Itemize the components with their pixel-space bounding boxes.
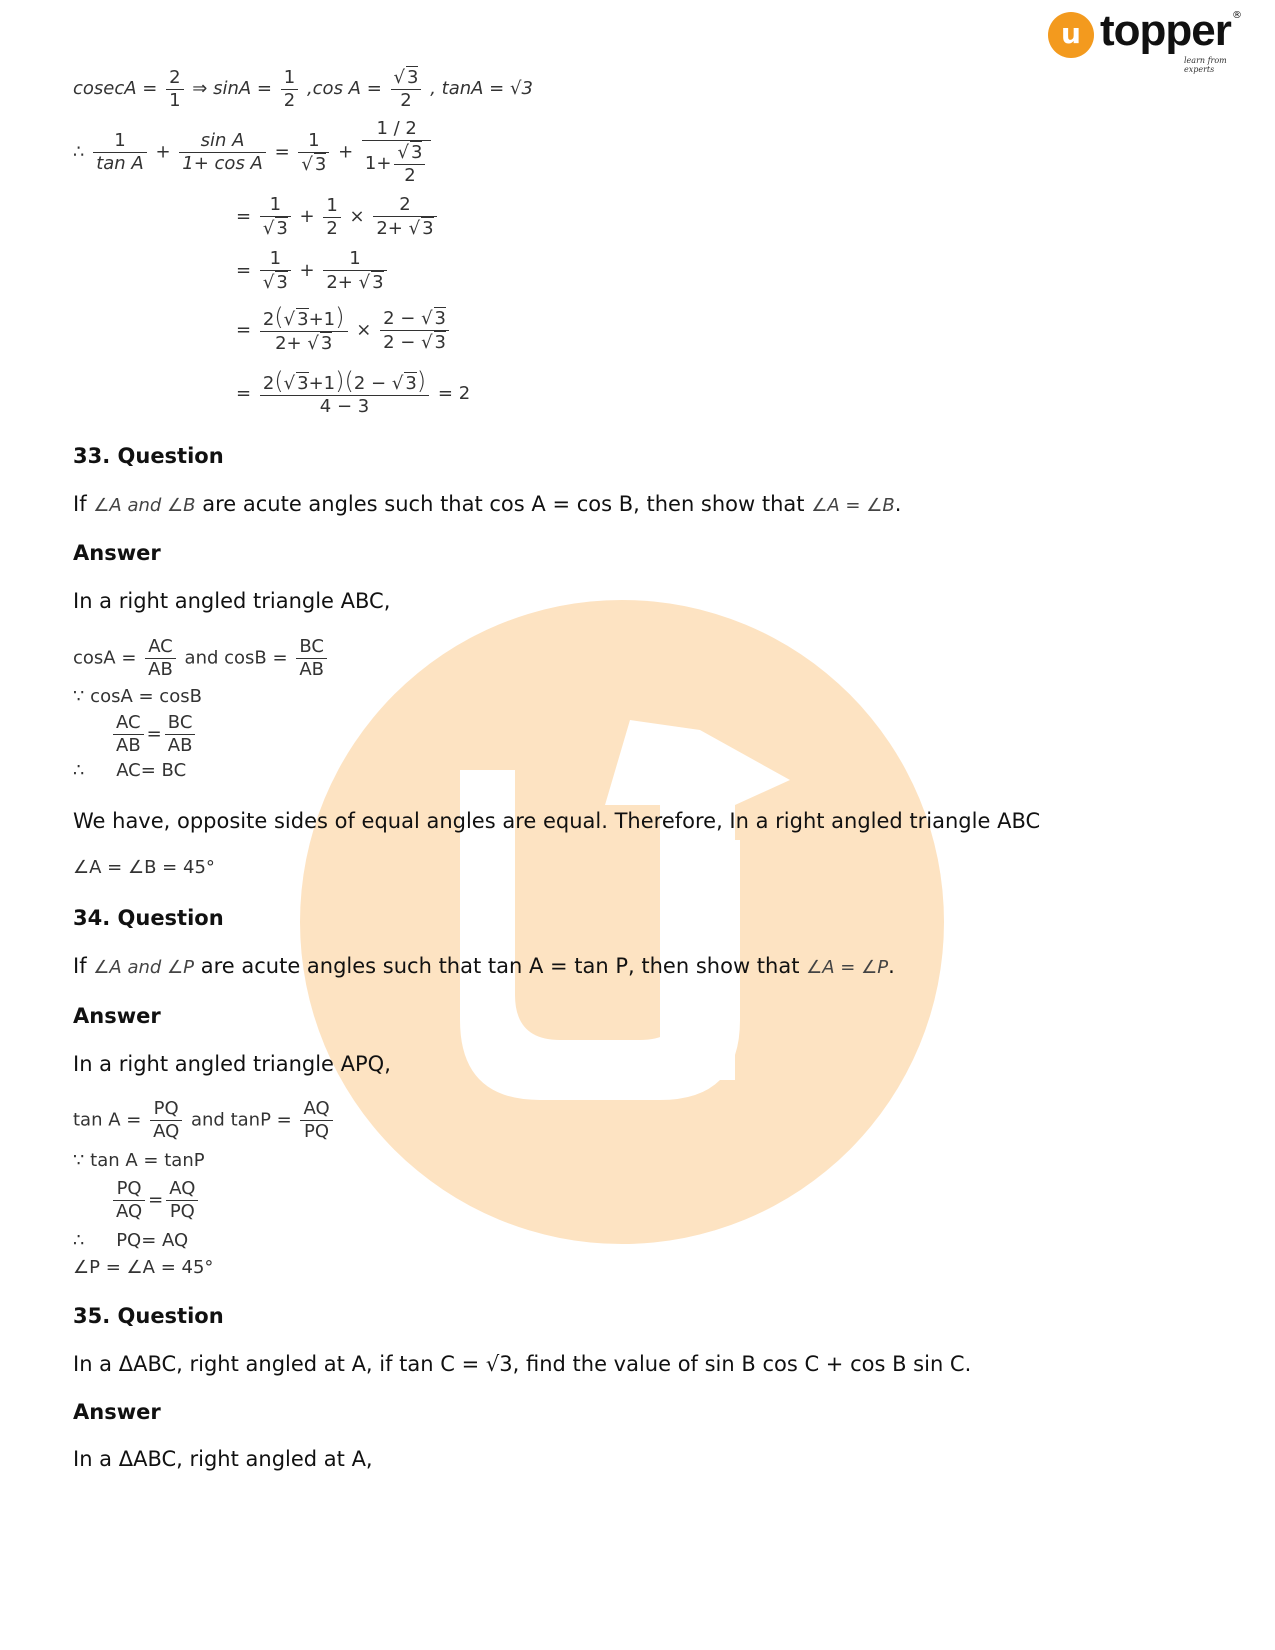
- therefore-symbol: ∴: [73, 141, 85, 163]
- math-den: 2 − √ 3: [383, 332, 446, 353]
- question-text: If: [73, 954, 87, 978]
- math-den: AB: [116, 735, 141, 756]
- fraction: [298, 130, 329, 176]
- math-root: 3: [276, 272, 288, 293]
- math-root: 3: [314, 153, 327, 175]
- math-text: +1: [308, 309, 336, 330]
- math-den: 1: [169, 89, 181, 111]
- topper-logo: [1048, 6, 1248, 74]
- math-line-6: [236, 367, 471, 418]
- math-num: sin A: [179, 130, 266, 153]
- fraction: [362, 118, 431, 187]
- math-den: √ 3: [262, 272, 288, 293]
- fraction: [296, 636, 327, 681]
- math-num: 2(√ 3+1)(2 − √ 3): [260, 370, 429, 396]
- fraction: [281, 67, 298, 112]
- fraction: [260, 303, 348, 355]
- math-root: 3: [422, 218, 434, 239]
- math-text: , tanA = √3: [430, 78, 533, 99]
- math-den: 2: [326, 217, 338, 239]
- answer-34-heading: Answer: [73, 1004, 161, 1028]
- fraction: [93, 130, 147, 175]
- math-root: 3: [434, 332, 446, 353]
- math-line-5: [236, 303, 452, 355]
- fraction: [150, 1098, 182, 1143]
- math-num: 1: [260, 194, 291, 217]
- question-34-heading: 34. Question: [73, 906, 224, 930]
- math-num: 1: [281, 67, 298, 90]
- math-text: PQ= AQ: [116, 1230, 189, 1251]
- math-num: 1: [260, 248, 291, 271]
- answer-35-heading: Answer: [73, 1400, 161, 1424]
- fraction: [391, 66, 422, 112]
- math-text: and tanP =: [190, 1109, 292, 1131]
- answer-33-intro: In a right angled triangle ABC,: [73, 589, 391, 613]
- q33-math-2: ∵ cosA = cosB: [73, 686, 202, 707]
- math-line-3: [236, 194, 440, 240]
- math-root: 3: [276, 218, 288, 239]
- math-num: 2: [373, 194, 436, 217]
- math-text: +1: [308, 373, 336, 394]
- math-op: ×: [349, 206, 365, 227]
- q34-math-1: [73, 1098, 336, 1143]
- math-op: =: [148, 1189, 164, 1211]
- math-text: ⇒ sinA =: [192, 78, 273, 99]
- logo-wordmark: topper: [1100, 6, 1231, 55]
- math-den: 2: [283, 89, 296, 111]
- question-text: .: [894, 492, 902, 516]
- question-math: ∠A and ∠B: [93, 495, 196, 516]
- question-text: are acute angles such that tan A = tan P, then show that: [200, 954, 800, 978]
- math-num: BC: [296, 636, 327, 659]
- math-root: 3: [410, 142, 423, 163]
- math-num: 1: [93, 130, 147, 153]
- math-op: =: [274, 141, 290, 163]
- math-den: √ 3: [301, 153, 327, 175]
- math-den: 2: [404, 165, 416, 186]
- fraction: [260, 248, 291, 294]
- math-op: ×: [356, 319, 372, 341]
- fraction: [179, 130, 266, 175]
- math-den: 1+ cos A: [182, 153, 263, 174]
- fraction: [323, 248, 386, 294]
- math-text: AC= BC: [116, 760, 187, 781]
- math-den: [362, 141, 431, 187]
- math-den: 2+ √ 3: [376, 218, 434, 239]
- math-num: AC: [145, 636, 176, 659]
- fraction: [373, 194, 436, 240]
- math-text: cosecA =: [73, 78, 158, 99]
- fraction: [165, 712, 196, 757]
- math-den: AB: [299, 659, 324, 680]
- math-text: 2 −: [353, 373, 392, 394]
- math-den: 2: [400, 90, 412, 111]
- math-op: +: [299, 260, 315, 281]
- math-op: =: [236, 206, 252, 227]
- math-text: 2+: [326, 272, 359, 293]
- math-num: PQ: [113, 1178, 145, 1201]
- fraction: [113, 1178, 145, 1223]
- fraction: [166, 67, 183, 112]
- math-den: AQ: [116, 1201, 143, 1222]
- math-den: AB: [167, 735, 193, 756]
- question-35-text: In a ΔABC, right angled at A, if tan C = √3, find the value of sin B cos C + cos B sin C.: [73, 1352, 972, 1376]
- q33-math-3: [110, 712, 198, 757]
- answer-33-result: ∠A = ∠B = 45°: [73, 857, 215, 878]
- math-num: PQ: [150, 1098, 182, 1121]
- question-math: ∠A = ∠B: [811, 495, 895, 516]
- logo-registered-mark: ®: [1232, 10, 1242, 21]
- math-num: AQ: [300, 1098, 332, 1121]
- math-op: =: [236, 319, 252, 341]
- math-num: BC: [165, 712, 196, 735]
- math-den: PQ: [304, 1121, 330, 1142]
- therefore-symbol: ∴: [73, 1230, 85, 1251]
- math-den: AQ: [153, 1121, 180, 1142]
- math-text: 2 −: [383, 332, 422, 353]
- math-result: = 2: [437, 383, 471, 404]
- logo-u-icon: u: [1048, 12, 1094, 58]
- fraction: [113, 712, 144, 757]
- fraction: [166, 1178, 198, 1223]
- answer-35-intro: In a ΔABC, right angled at A,: [73, 1447, 373, 1471]
- math-num: AC: [113, 712, 144, 735]
- math-den: tan A: [96, 153, 144, 174]
- math-text: 2 −: [383, 308, 422, 329]
- fraction: [380, 307, 449, 354]
- question-text: If: [73, 492, 87, 516]
- math-num: 1 / 2: [362, 118, 431, 141]
- math-op: =: [236, 260, 252, 281]
- question-math: ∠A and ∠P: [93, 957, 195, 978]
- math-text: 2+: [376, 218, 409, 239]
- math-den: 2+ √ 3: [275, 333, 333, 354]
- math-num: AQ: [166, 1178, 198, 1201]
- math-line-4: [236, 248, 390, 294]
- math-root: 3: [405, 373, 417, 394]
- question-text: .: [888, 954, 895, 978]
- math-root: 3: [320, 333, 333, 354]
- math-num: √ 3: [394, 141, 425, 165]
- math-root: 3: [372, 272, 384, 293]
- math-num: √ 3: [391, 66, 422, 90]
- math-num: 2(√ 3+1): [260, 306, 348, 332]
- math-op: +: [155, 141, 171, 163]
- math-root: 3: [407, 67, 419, 88]
- math-root: 3: [297, 373, 309, 394]
- math-text: 2+: [275, 333, 308, 354]
- math-num: 1: [323, 195, 340, 218]
- fraction: [145, 636, 176, 681]
- math-den: 4 − 3: [319, 396, 370, 417]
- answer-34-intro: In a right angled triangle APQ,: [73, 1052, 391, 1076]
- math-op: =: [146, 723, 162, 745]
- math-text: cosA =: [73, 647, 137, 669]
- question-34-text: [73, 954, 895, 978]
- fraction: [260, 194, 291, 240]
- question-math: ∠A = ∠P: [806, 957, 889, 978]
- question-35-heading: 35. Question: [73, 1304, 224, 1328]
- math-den: 2+ √ 3: [326, 272, 384, 293]
- math-num: 2 − √ 3: [380, 307, 449, 331]
- question-text: are acute angles such that cos A = cos B, then show that: [202, 492, 805, 516]
- math-line-2: [73, 118, 434, 187]
- math-text: tan A =: [73, 1109, 142, 1131]
- answer-33-conclusion: We have, opposite sides of equal angles are equal. Therefore, In a right angled triangle ABC: [73, 809, 1041, 833]
- math-op: +: [338, 141, 354, 163]
- q33-math-1: [73, 636, 330, 681]
- fraction: [323, 195, 340, 240]
- math-op: =: [236, 383, 252, 404]
- fraction: [300, 1098, 332, 1143]
- question-33-text: [73, 492, 901, 516]
- math-text: 2: [262, 309, 275, 330]
- fraction: [260, 367, 429, 418]
- math-text: ,cos A =: [306, 78, 382, 99]
- math-text: 2: [262, 373, 275, 394]
- fraction: [394, 141, 425, 187]
- math-root: 3: [297, 309, 309, 330]
- therefore-symbol: ∴: [73, 760, 85, 781]
- q34-math-2: ∵ tan A = tanP: [73, 1150, 205, 1171]
- math-text: and cosB =: [184, 647, 288, 669]
- question-33-heading: 33. Question: [73, 444, 224, 468]
- q34-math-3: [110, 1178, 201, 1223]
- math-num: 2: [166, 67, 183, 90]
- math-num: 1: [298, 130, 329, 153]
- math-text: 1+: [364, 153, 392, 174]
- math-root: 3: [434, 308, 446, 329]
- q34-math-4: [73, 1230, 188, 1251]
- math-line-cosec: [73, 66, 533, 112]
- math-op: +: [299, 206, 315, 227]
- math-den: √ 3: [262, 218, 288, 239]
- answer-33-heading: Answer: [73, 541, 161, 565]
- math-den: PQ: [169, 1201, 195, 1222]
- math-num: 1: [323, 248, 386, 271]
- logo-tagline: learn from experts: [1184, 56, 1227, 74]
- answer-34-result: ∠P = ∠A = 45°: [73, 1257, 214, 1278]
- math-den: AB: [148, 659, 173, 680]
- q33-math-4: [73, 760, 186, 781]
